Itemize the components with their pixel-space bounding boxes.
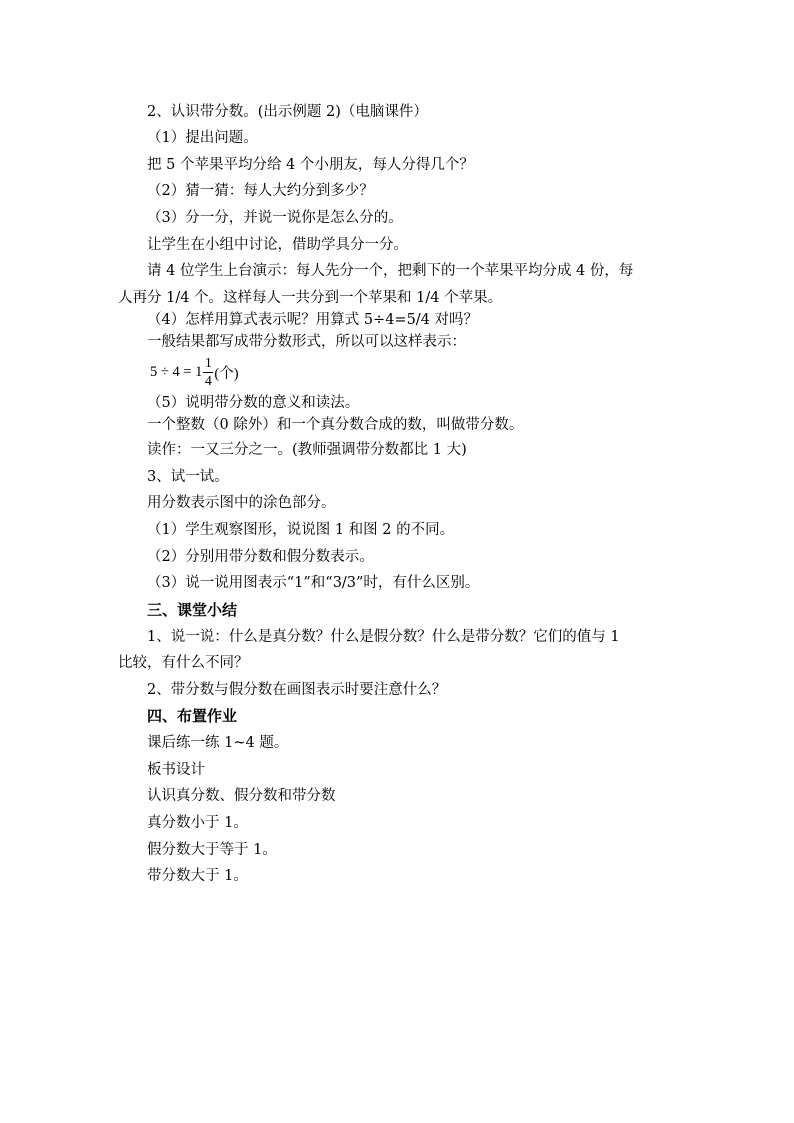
text-line: 带分数大于 1。 [147,868,248,884]
text-line: 请 4 位学生上台演示：每人先分一个，把剩下的一个苹果平均分成 4 份，每 [147,263,634,279]
text-line: 比较，有什么不同？ [118,655,249,671]
text-line: 课后练一练 1~4 题。 [147,735,289,751]
section-heading-try: 3、试一试。 [147,469,229,485]
fraction-denominator: 4 [204,373,212,389]
text-line: 认识真分数、假分数和带分数 [147,788,336,804]
text-line: 一个整数（0 除外）和一个真分数合成的数，叫做带分数。 [147,417,524,433]
text-line: （3）说一说用图表示“1”和“3/3”时，有什么区别。 [147,575,480,591]
fraction-numerator: 1 [204,355,212,371]
formula-unit: (个) [214,365,239,382]
text-line: 假分数大于等于 1。 [147,842,277,858]
section-heading-homework: 四、布置作业 [147,707,238,725]
mixed-number-formula [150,352,239,392]
section-heading-summary: 三、课堂小结 [147,601,238,619]
text-line: 用分数表示图中的涂色部分。 [147,495,336,511]
text-line: 真分数小于 1。 [147,815,248,831]
text-line: 人再分 1/4 个。这样每人一共分到一个苹果和 1/4 个苹果。 [118,290,503,306]
fraction [203,356,213,389]
text-line: （3）分一分，并说一说你是怎么分的。 [147,210,403,226]
board-design-heading: 板书设计 [147,762,205,778]
text-line: （4）怎样用算式表示呢？用算式 5÷4=5/4 对吗？ [147,312,479,328]
fraction-bar [203,372,213,373]
text-line: 让学生在小组中讨论，借助学具分一分。 [147,237,408,253]
section-heading-mixed-number: 2、认识带分数。(出示例题 2)（电脑课件） [147,104,428,120]
text-line: （1）提出问题。 [147,130,258,146]
text-line: 读作：一又三分之一。(教师强调带分数都比 1 大) [147,442,467,458]
text-line: 1、说一说：什么是真分数？什么是假分数？什么是带分数？它们的值与 1 [147,629,620,645]
text-line: 2、带分数与假分数在画图表示时要注意什么？ [147,682,447,698]
text-line: （2）猜一猜：每人大约分到多少？ [147,183,374,199]
text-line: （1）学生观察图形，说说图 1 和图 2 的不同。 [147,522,455,538]
text-line: 把 5 个苹果平均分给 4 个小朋友，每人分得几个？ [147,157,474,173]
text-line: （2）分别用带分数和假分数表示。 [147,549,374,565]
text-line: 一般结果都写成带分数形式，所以可以这样表示： [147,334,466,350]
text-line: （5）说明带分数的意义和读法。 [147,395,360,411]
formula-lhs: 5 ÷ 4 = 1 [150,363,203,380]
